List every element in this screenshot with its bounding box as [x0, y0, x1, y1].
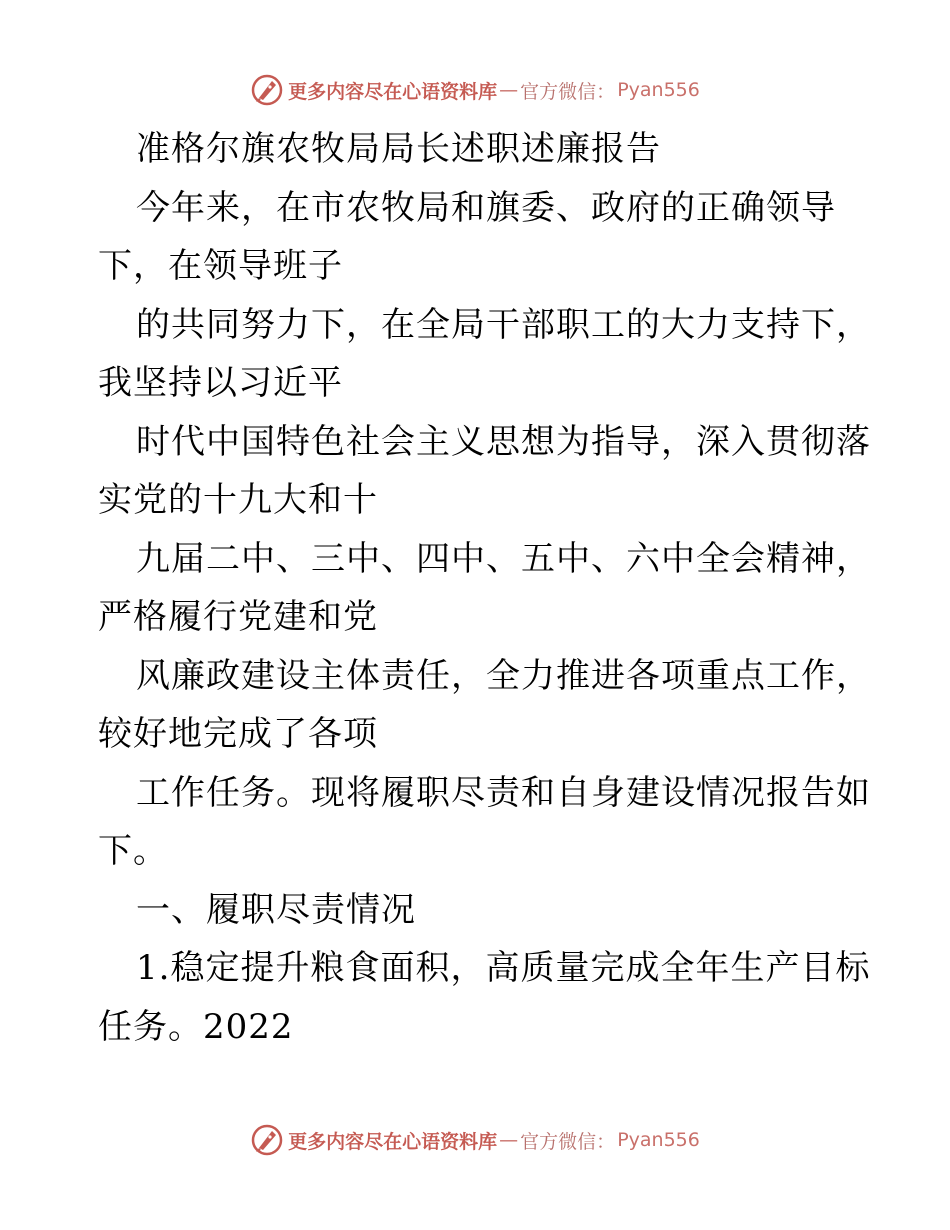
watermark-main-text: 更多内容尽在心语资料库 [288, 80, 498, 103]
section-heading: 一、履职尽责情况 [136, 889, 416, 930]
watermark-wechat-id: Pyan556 [617, 79, 700, 101]
watermark-separator: — [499, 1129, 519, 1151]
paragraph-line: 任务。2022 [98, 1006, 294, 1047]
paragraph-line: 我坚持以习近平 [98, 363, 343, 403]
paragraph-line: 下，在领导班子 [98, 246, 343, 286]
paragraph-line: 下。 [98, 831, 168, 871]
document-body [98, 120, 871, 1056]
paragraph-line: 严格履行党建和党 [98, 597, 378, 637]
watermark-main-text: 更多内容尽在心语资料库 [288, 1130, 498, 1153]
paragraph-line: 实党的十九大和十 [98, 480, 378, 520]
paragraph-line: 今年来，在市农牧局和旗委、政府的正确领导 [136, 187, 836, 228]
document-title: 准格尔旗农牧局局长述职述廉报告 [136, 129, 661, 169]
watermark-header [0, 70, 950, 110]
paragraph-line: 较好地完成了各项 [98, 714, 378, 754]
watermark-footer [0, 1120, 950, 1160]
watermark-wechat-id: Pyan556 [617, 1129, 700, 1151]
paragraph-line: 的共同努力下，在全局干部职工的大力支持下， [136, 304, 871, 345]
watermark-wechat-label: 官方微信： [520, 80, 616, 103]
paragraph-line: 九届二中、三中、四中、五中、六中全会精神， [136, 538, 871, 579]
watermark-separator: — [499, 79, 519, 101]
watermark-wechat-label: 官方微信： [520, 1130, 616, 1153]
paragraph-line: 1.稳定提升粮食面积，高质量完成全年生产目标 [136, 948, 871, 988]
pen-nib-logo-icon [250, 73, 284, 107]
paragraph-line: 时代中国特色社会主义思想为指导，深入贯彻落 [136, 421, 871, 462]
paragraph-line: 工作任务。现将履职尽责和自身建设情况报告如 [136, 772, 871, 813]
paragraph-line: 风廉政建设主体责任，全力推进各项重点工作， [136, 655, 871, 696]
pen-nib-logo-icon [250, 1123, 284, 1157]
